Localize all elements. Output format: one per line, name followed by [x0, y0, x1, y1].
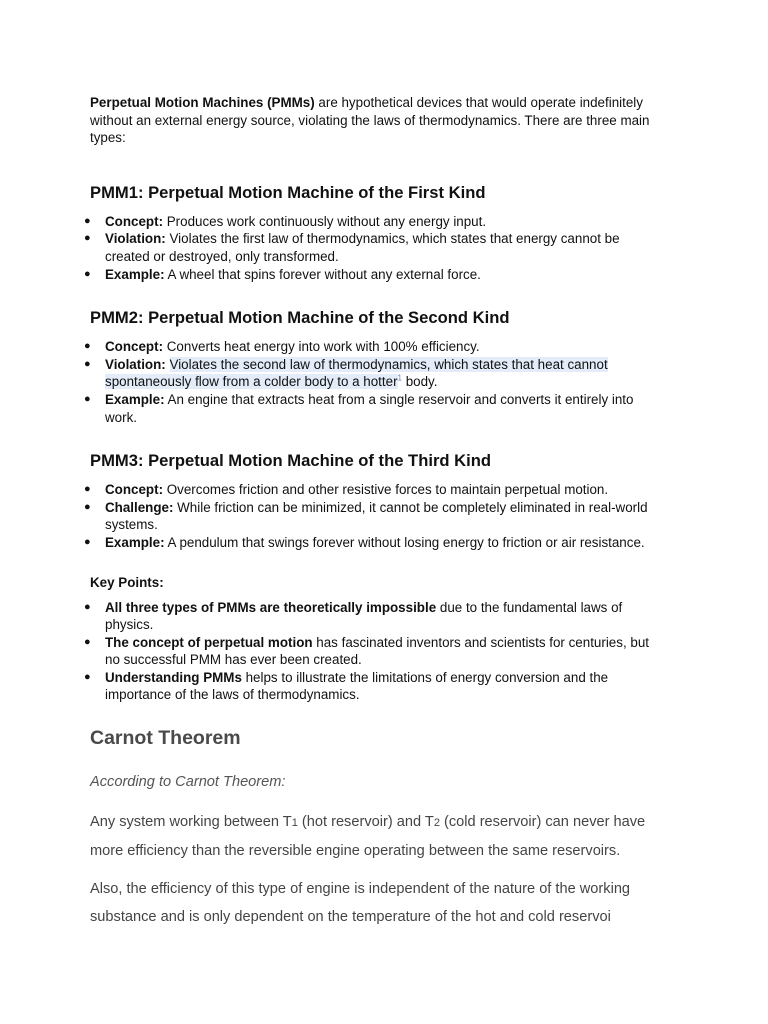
item-text: work. — [105, 409, 137, 425]
pmm3-list — [84, 481, 680, 551]
item-text: Produces work continuously without any energy input. — [163, 213, 487, 229]
highlighted-text[interactable]: Violates the second law of thermodynamics, which states that heat cannot — [169, 356, 608, 372]
bullet-icon: ● — [84, 232, 91, 245]
item-label: Concept: — [105, 482, 164, 498]
carnot-intro: According to Carnot Theorem: — [90, 774, 286, 791]
list-item — [84, 338, 680, 356]
item-text: While friction can be minimized, it cannot be completely eliminated in real-world — [173, 499, 648, 515]
list-item — [84, 599, 680, 634]
highlighted-text[interactable]: spontaneously flow from a colder body to a hotter — [105, 374, 398, 390]
bullet-icon: ● — [84, 267, 91, 280]
item-text: A pendulum that swings forever without losing energy to friction or air resistance. — [164, 534, 645, 550]
paragraph-text: (hot reservoir) and T — [297, 814, 434, 831]
pmm2-list — [84, 338, 680, 426]
list-item — [84, 499, 680, 534]
subscript: 2 — [433, 817, 440, 830]
key-points-heading: Key Points: — [90, 574, 164, 590]
item-label: Understanding PMMs — [105, 669, 242, 685]
bullet-icon: ● — [84, 500, 91, 513]
item-label: Challenge: — [105, 499, 174, 515]
pmm1-list — [84, 213, 680, 283]
list-item — [84, 230, 680, 265]
bullet-icon: ● — [84, 392, 91, 405]
item-text: systems. — [105, 517, 158, 533]
pmm2-heading: PMM2: Perpetual Motion Machine of the Second Kind — [90, 308, 510, 328]
item-text: importance of the laws of thermodynamics. — [105, 687, 360, 703]
item-label: Example: — [105, 391, 165, 407]
item-label: Concept: — [105, 339, 164, 355]
item-text: no successful PMM has ever been created. — [105, 652, 362, 668]
bullet-icon: ● — [84, 483, 91, 496]
bullet-icon: ● — [84, 340, 91, 353]
pmm3-heading: PMM3: Perpetual Motion Machine of the Third Kind — [90, 451, 492, 471]
subscript: 1 — [291, 817, 298, 830]
item-text: created or destroyed, only transformed. — [105, 248, 339, 264]
list-item — [84, 534, 680, 552]
carnot-heading: Carnot Theorem — [90, 727, 241, 750]
intro-paragraph — [90, 94, 680, 147]
item-label: Violation: — [105, 356, 166, 372]
carnot-paragraph-2 — [90, 875, 690, 931]
list-item — [84, 213, 680, 231]
paragraph-text: Any system working between T — [90, 814, 292, 831]
paragraph-text: Also, the efficiency of this type of engine is independent of the nature of the working — [90, 881, 631, 898]
item-label: Example: — [105, 266, 165, 282]
paragraph-text: substance and is only dependent on the temperature of the hot and cold reservoi — [90, 909, 611, 926]
list-item — [84, 391, 680, 426]
list-item — [84, 634, 680, 669]
intro-text: are hypothetical devices that would operate indefinitely — [314, 95, 643, 110]
bullet-icon: ● — [84, 600, 91, 613]
bullet-icon: ● — [84, 670, 91, 683]
bullet-icon: ● — [84, 535, 91, 548]
intro-bold: Perpetual Motion Machines (PMMs) — [90, 95, 315, 110]
item-text: due to the fundamental laws of — [436, 599, 623, 615]
item-text: helps to illustrate the limitations of energy conversion and the — [241, 669, 609, 685]
list-item — [84, 481, 680, 499]
item-text: body. — [401, 374, 438, 390]
pmm1-heading: PMM1: Perpetual Motion Machine of the First Kind — [90, 182, 486, 202]
carnot-paragraph-1 — [90, 808, 690, 865]
intro-text: without an external energy source, violating the laws of thermodynamics. There are three main — [90, 112, 650, 128]
footnote-marker[interactable]: 1 — [397, 373, 402, 383]
paragraph-text: more efficiency than the reversible engine operating between the same reservoirs. — [90, 843, 621, 860]
item-text: Overcomes friction and other resistive forces to maintain perpetual motion. — [163, 482, 609, 498]
paragraph-text: (cold reservoir) can never have — [439, 814, 646, 831]
list-item — [84, 669, 680, 704]
item-text: A wheel that spins forever without any external force. — [164, 266, 481, 282]
bullet-icon: ● — [84, 214, 91, 227]
bullet-icon: ● — [84, 635, 91, 648]
item-label: Violation: — [105, 231, 166, 247]
item-text: has fascinated inventors and scientists for centuries, but — [312, 634, 649, 650]
item-text: Violates the first law of thermodynamics, which states that energy cannot be — [165, 231, 620, 247]
item-text: Converts heat energy into work with 100% efficiency. — [163, 339, 480, 355]
item-text: An engine that extracts heat from a single reservoir and converts it entirely into — [164, 391, 634, 407]
list-item — [84, 356, 680, 391]
item-label: All three types of PMMs are theoretically impossible — [105, 599, 437, 615]
document-body — [84, 94, 680, 931]
bullet-icon: ● — [84, 357, 91, 370]
item-label: Concept: — [105, 213, 164, 229]
item-label: Example: — [105, 534, 165, 550]
item-label: The concept of perpetual motion — [105, 634, 313, 650]
intro-text: types: — [90, 130, 126, 146]
key-points-list — [84, 599, 680, 705]
item-text: physics. — [105, 617, 154, 633]
list-item — [84, 266, 680, 284]
